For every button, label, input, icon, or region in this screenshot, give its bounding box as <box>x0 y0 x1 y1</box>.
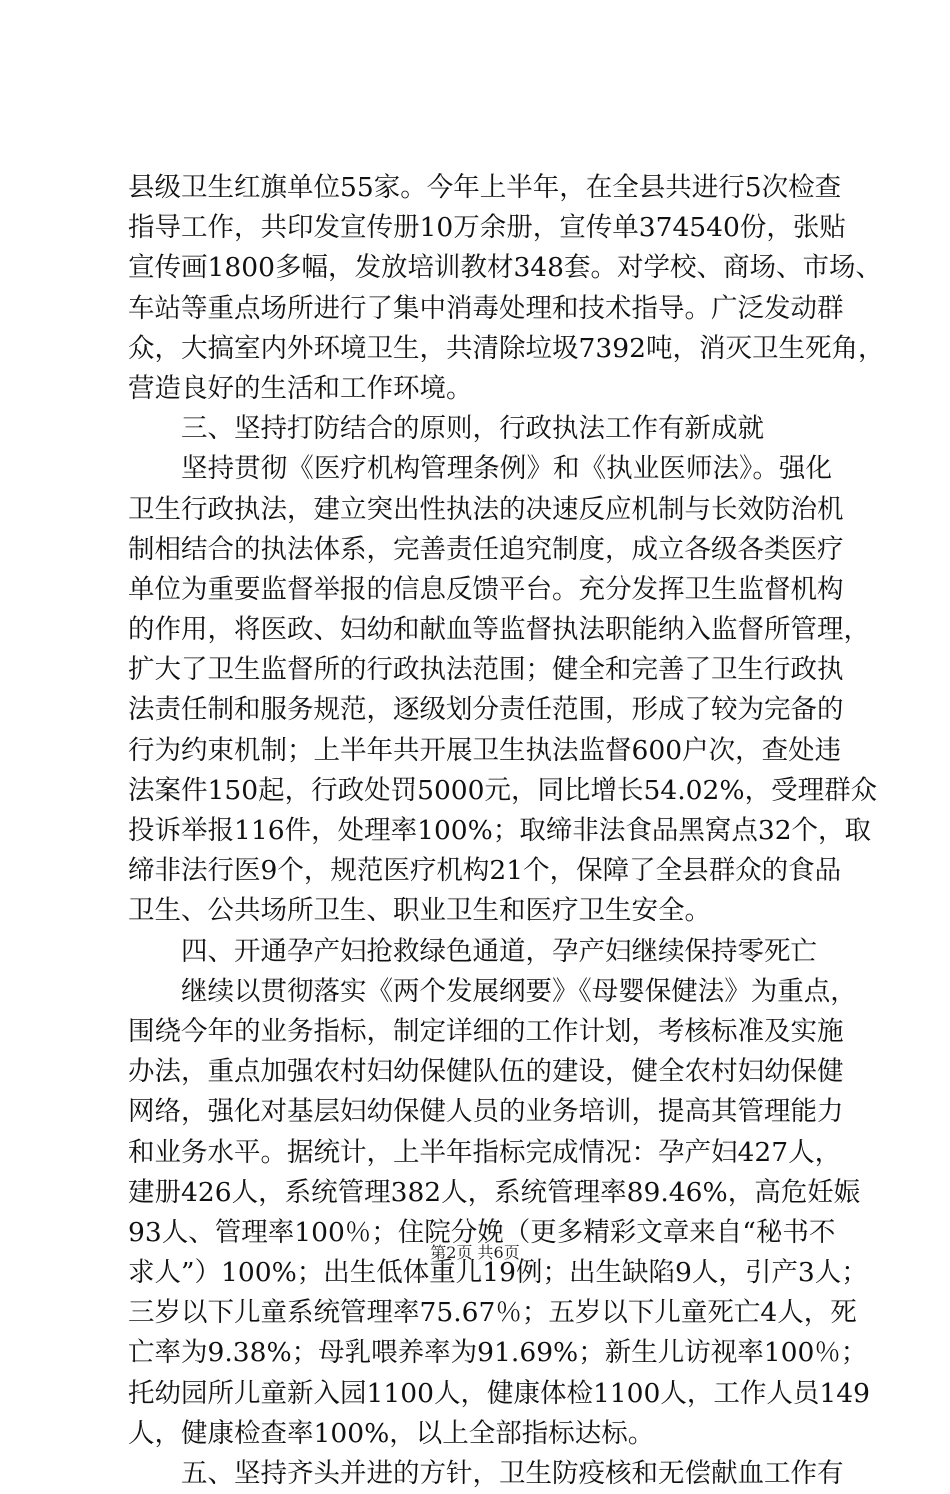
body-paragraph <box>128 449 878 931</box>
heading-text: 五、坚持齐头并进的方针，卫生防疫核和无偿献血工作有 <box>181 1458 844 1489</box>
paragraph-line: 营造良好的生活和工作环境。 <box>128 372 473 404</box>
paragraph-line: 人，健康检查率100%，以上全部指标达标。 <box>128 1417 655 1449</box>
page-footer: 第2页 共6页 <box>430 1243 520 1262</box>
document-body <box>128 168 885 1494</box>
paragraph-line: 指导工作，共印发宣传册10万余册，宣传单374540份，张贴 <box>128 212 846 244</box>
paragraph-line: 围绕今年的业务指标，制定详细的工作计划，考核标准及实施 <box>128 1015 844 1047</box>
heading-text: 三、坚持打防结合的原则，行政执法工作有新成就 <box>181 413 764 445</box>
body-paragraph <box>128 168 885 409</box>
heading-text: 四、开通孕产妇抢救绿色通道，孕产妇继续保持零死亡 <box>181 935 817 967</box>
paragraph-line: 卫生行政执法，建立突出性执法的决速反应机制与长效防治机 <box>128 493 844 525</box>
paragraph-line: 的作用，将医政、妇幼和献血等监督执法职能纳入监督所管理， <box>128 614 870 646</box>
paragraph-line: 办法，重点加强农村妇幼保健队伍的建设，健全农村妇幼保健 <box>128 1056 844 1088</box>
paragraph-line: 缔非法行医9个，规范医疗机构21个，保障了全县群众的食品 <box>128 855 842 887</box>
paragraph-line: 93人、管理率100％；住院分娩（更多精彩文章来自“秘书不 <box>128 1216 836 1248</box>
paragraph-line: 和业务水平。据统计，上半年指标完成情况：孕产妇427人， <box>128 1136 842 1168</box>
paragraph-line: 投诉举报116件，处理率100%；取缔非法食品黑窝点32个，取 <box>128 815 872 846</box>
paragraph-line: 建册426人，系统管理382人，系统管理率89.46%，高危妊娠 <box>128 1176 861 1208</box>
paragraph-line: 托幼园所儿童新入园1100人，健康体检1100人，工作人员149 <box>128 1377 870 1409</box>
paragraph-line: 行为约束机制；上半年共开展卫生执法监督600户次，查处违 <box>128 734 842 766</box>
paragraph-line: 坚持贯彻《医疗机构管理条例》和《执业医师法》。强化 <box>181 453 832 485</box>
paragraph-line: 法案件150起，行政处罚5000元，同比增长54.02%，受理群众 <box>128 774 878 806</box>
paragraph-line: 扩大了卫生监督所的行政执法范围；健全和完善了卫生行政执 <box>128 654 844 686</box>
paragraph-line: 众，大搞室内外环境卫生，共清除垃圾7392吨，消灭卫生死角， <box>128 332 885 364</box>
paragraph-line: 亡率为9.38%；母乳喂养率为91.69%；新生儿访视率100％； <box>128 1337 868 1369</box>
paragraph-line: 宣传画1800多幅，发放培训教材348套。对学校、商场、市场、 <box>128 252 883 284</box>
section-heading <box>128 932 832 972</box>
paragraph-line: 单位为重要监督举报的信息反馈平台。充分发挥卫生监督机构 <box>128 573 844 605</box>
paragraph-line: 制相结合的执法体系，完善责任追究制度，成立各级各类医疗 <box>128 533 844 565</box>
body-paragraph <box>128 972 870 1454</box>
paragraph-line: 网络，强化对基层妇幼保健人员的业务培训，提高其管理能力 <box>128 1096 844 1128</box>
paragraph-line: 县级卫生红旗单位55家。今年上半年，在全县共进行5次检查 <box>128 172 842 203</box>
paragraph-line: 三岁以下儿童系统管理率75.67％；五岁以下儿童死亡4人，死 <box>128 1297 857 1329</box>
section-heading <box>128 1454 844 1494</box>
paragraph-line: 车站等重点场所进行了集中消毒处理和技术指导。广泛发动群 <box>128 292 844 324</box>
paragraph-line: 求人”）100%；出生低体重儿19例；出生缺陷9人，引产3人； <box>128 1257 868 1289</box>
section-heading <box>128 409 832 449</box>
paragraph-line: 继续以贯彻落实《两个发展纲要》《母婴保健法》为重点， <box>181 975 857 1007</box>
paragraph-line: 卫生、公共场所卫生、职业卫生和医疗卫生安全。 <box>128 895 711 927</box>
paragraph-line: 法责任制和服务规范，逐级划分责任范围，形成了较为完备的 <box>128 694 844 726</box>
